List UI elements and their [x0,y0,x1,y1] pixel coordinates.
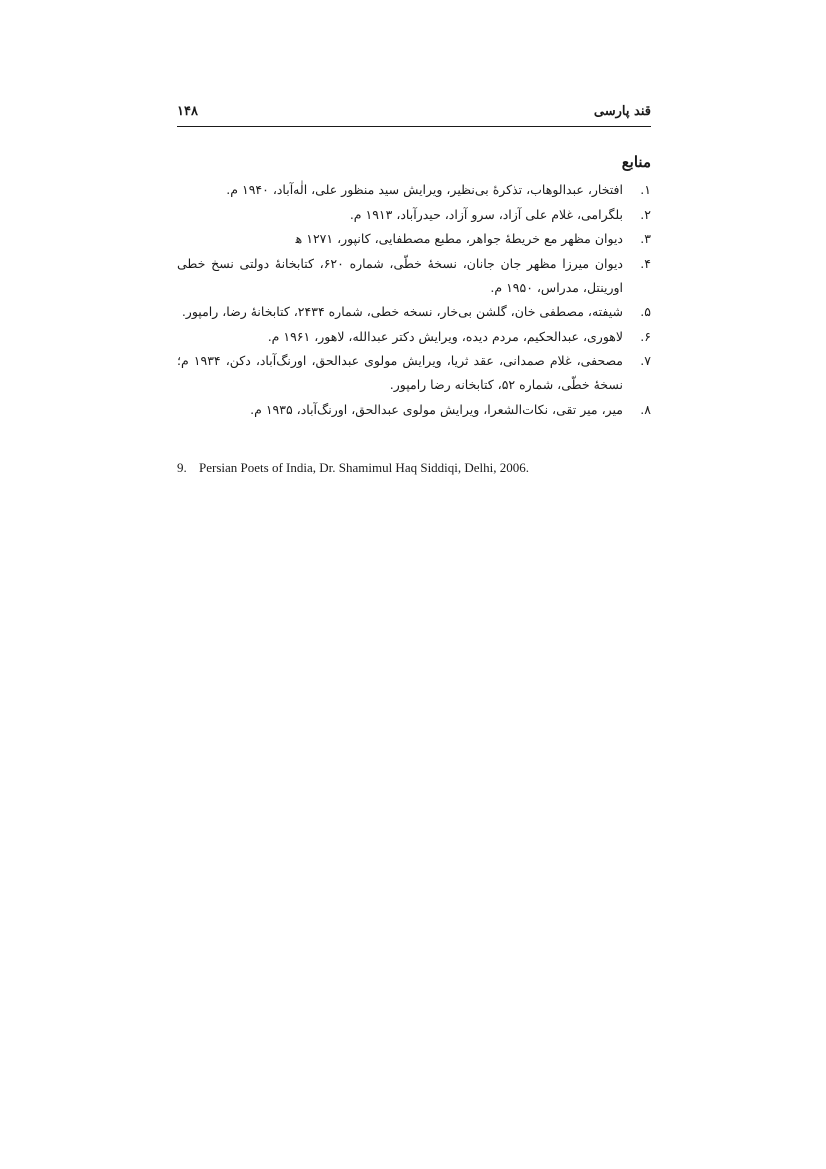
reference-item [177,178,651,202]
reference-list [177,178,651,422]
reference-text: شیفته، مصطفی خان، گلشن بی‌خار، نسخه خطی، شماره ۲۴۳۴، کتابخانۀ رضا، رامپور. [181,304,623,319]
reference-text: Persian Poets of India, Dr. Shamimul Haq Siddiqi, Delhi, 2006. [199,460,530,475]
reference-number: 9. [177,460,187,475]
reference-number: ۱. [640,182,651,197]
reference-number: ۲. [640,206,651,222]
reference-item [177,203,651,227]
reference-item [177,398,651,422]
reference-number: ۴. [640,255,651,271]
reference-text: بلگرامی، غلام علی آزاد، سرو آزاد، حیدرآباد، ۱۹۱۳ م. [349,206,623,222]
reference-number: ۷. [640,353,651,368]
reference-text: لاهوری، عبدالحکیم، مردم دیده، ویرایش دکتر عبدالله، لاهور، ۱۹۶۱ م. [267,328,623,344]
page-header [177,104,651,127]
reference-number: ۵. [640,304,651,319]
reference-number: ۸. [640,401,651,417]
reference-text: مصحفی، غلام صمدانی، عقد ثریا، ویرایش مولوی عبدالحق، اورنگ‌آباد، دکن، ۱۹۳۴ م؛ نسخۀ خطّی، شماره ۵۲، کتابخانه رضا رامپور. [177,353,623,392]
reference-item [177,227,651,251]
reference-text: میر، میر تقی، نکات‌الشعرا، ویرایش مولوی عبدالحق، اورنگ‌آباد، ۱۹۳۵ م. [250,401,623,417]
page-number: ۱۴۸ [177,104,198,119]
reference-item [177,252,651,300]
reference-number: ۳. [640,231,651,246]
reference-number: ۶. [640,328,651,344]
reference-item-english [177,456,651,480]
reference-item [177,300,651,324]
section-title: منابع [621,153,651,171]
journal-title: قند پارسی [593,104,651,119]
reference-text: افتخار، عبدالوهاب، تذکرۀ بی‌نظیر، ویرایش سید منظور علی، الٰه‌آباد، ۱۹۴۰ م. [226,182,623,197]
reference-item [177,325,651,349]
reference-text: دیوان مظهر مع خریطۀ جواهر، مطبع مصطفایی، کانپور، ۱۲۷۱ ﻫ [295,231,623,246]
reference-text: دیوان میرزا مظهر جان جانان، نسخۀ خطّی، شماره ۶۲۰، کتابخانۀ دولتی نسخ خطی اورینتل، مدراس، ۱۹۵۰ م. [177,255,624,295]
reference-item [177,349,651,397]
